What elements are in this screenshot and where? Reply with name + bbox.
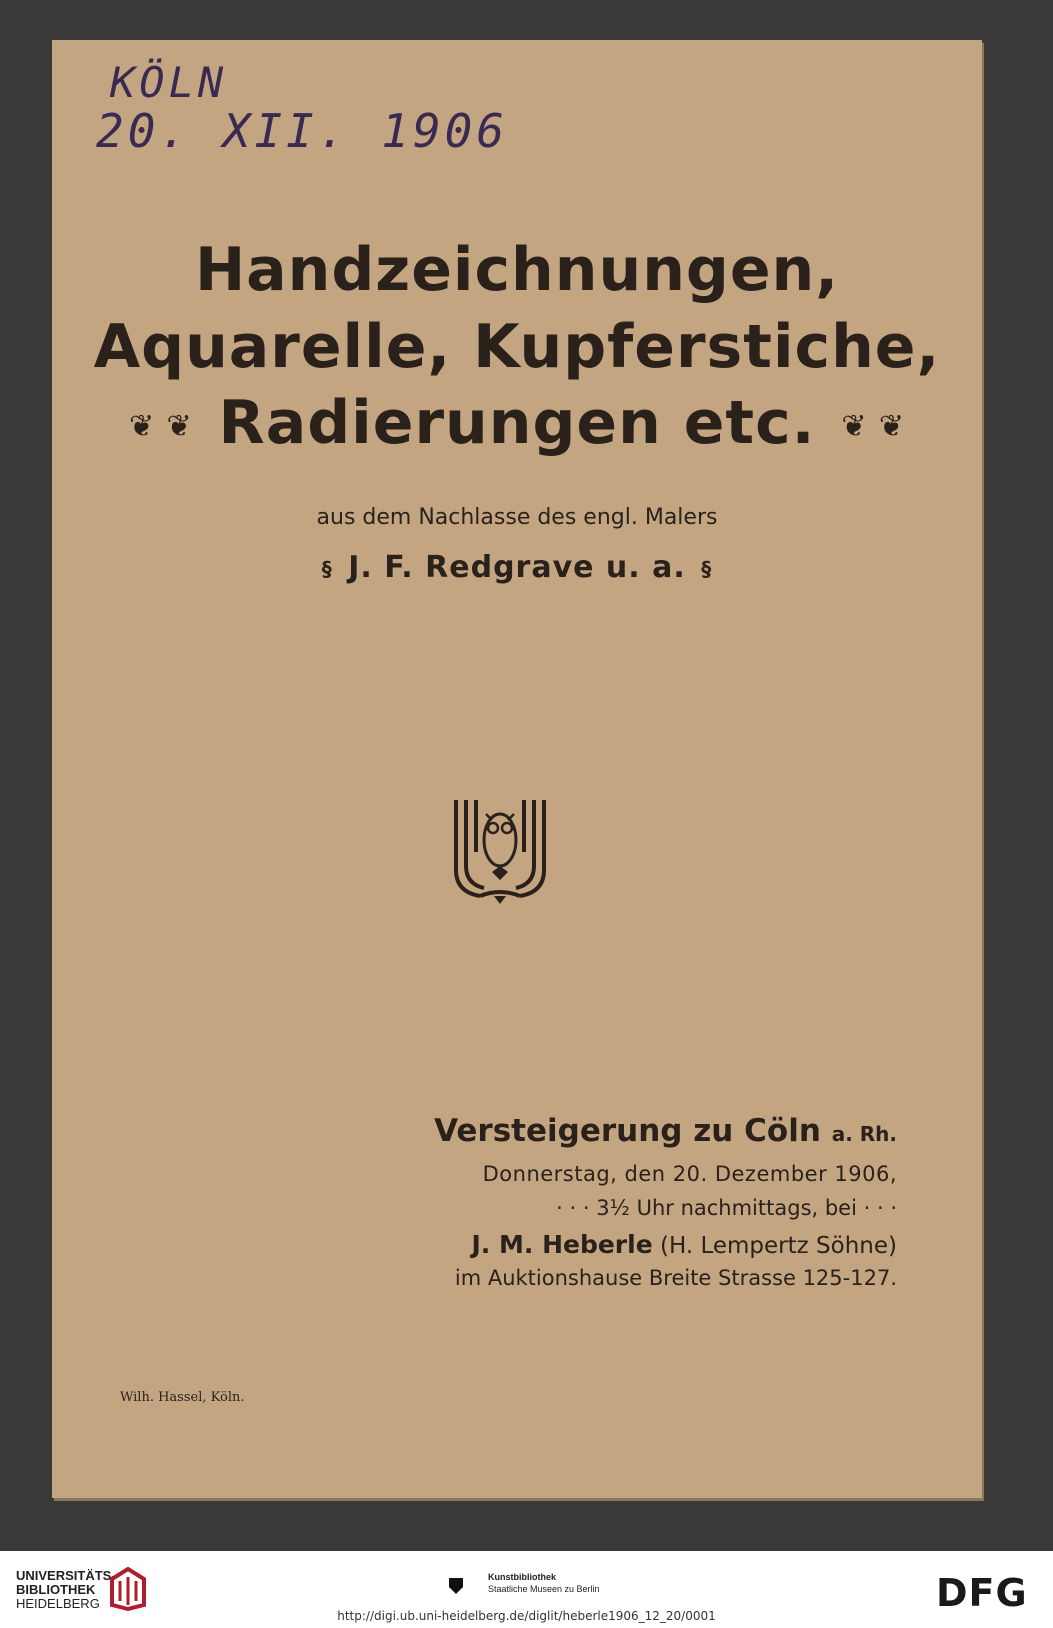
auction-house [472,1230,898,1259]
title-line-1: Handzeichnungen, [194,235,840,305]
kunstbibliothek-label [488,1571,600,1595]
handwritten-date: 20. XII. 1906 [96,104,509,158]
subtitle-line-2-wrap [52,550,982,585]
auction-address: im Auktionshause Breite Strasse 125-127. [454,1266,897,1290]
auction-heading [434,1113,897,1149]
ub-heidelberg-label [16,1569,116,1611]
dfg-logo: DFG [936,1571,1028,1615]
ub-line-2: BIBLIOTHEK [16,1582,96,1597]
auction-heading-main: Versteigerung zu Cöln [434,1113,821,1149]
footer-bar [0,1551,1053,1628]
title-line-3: Radierungen etc. [218,388,816,458]
auction-house-owner: (H. Lempertz Söhne) [659,1233,897,1259]
ornament-icon: § [701,556,713,581]
title-line-2: Aquarelle, Kupferstiche, [93,312,941,382]
ub-line-3: HEIDELBERG [16,1596,100,1611]
title-line-3-wrap [52,388,982,458]
catalog-cover-page [52,40,982,1498]
ornament-icon: ❦ ❦ [841,408,906,444]
owl-emblem-icon [450,792,550,907]
auction-heading-suffix: a. Rh. [831,1122,897,1146]
subtitle-line-2: J. F. Redgrave u. a. [348,550,686,585]
auction-house-name: J. M. Heberle [471,1230,653,1259]
kb-line-2: Staatliche Museen zu Berlin [488,1584,600,1594]
handwritten-place: KÖLN [110,58,228,107]
kb-line-1: Kunstbibliothek [488,1572,556,1582]
auction-time: · · · 3½ Uhr nachmittags, bei · · · [556,1196,897,1220]
printer-imprint: Wilh. Hassel, Köln. [120,1390,245,1405]
ub-logo-icon [108,1565,148,1611]
subtitle-line-1: aus dem Nachlasse des engl. Malers [316,505,718,530]
kunstbibliothek-logo-icon [448,1577,464,1595]
source-url[interactable]: http://digi.ub.uni-heidelberg.de/diglit/heberle1906_12_20/0001 [337,1609,716,1623]
auction-date: Donnerstag, den 20. Dezember 1906, [482,1162,897,1186]
ub-line-1: UNIVERSITÄTS- [16,1568,116,1583]
ornament-icon: § [321,556,333,581]
ornament-icon: ❦ ❦ [128,408,193,444]
